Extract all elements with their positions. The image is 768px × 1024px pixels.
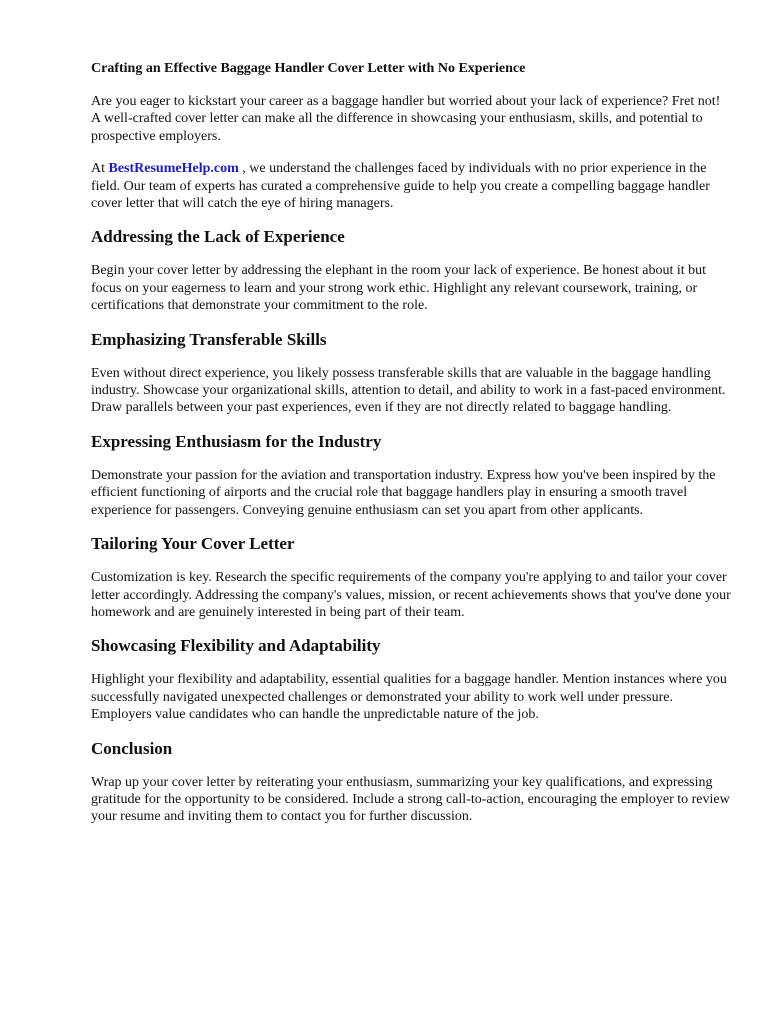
section-heading-lack-of-experience: Addressing the Lack of Experience <box>91 227 345 247</box>
section-heading-flexibility: Showcasing Flexibility and Adaptability <box>91 636 381 656</box>
section-heading-conclusion: Conclusion <box>91 738 173 758</box>
section-heading-enthusiasm: Expressing Enthusiasm for the Industry <box>91 431 382 451</box>
section-body-lack-of-experience: Begin your cover letter by addressing the elephant in the room your lack of experience. Be honest about it but focus on your eagerness to learn and your strong work ethic. Highlight any relevant coursework, training, or certifications that demonstrate your commitment to the role. <box>91 263 707 314</box>
section-body-conclusion: Wrap up your cover letter by reiterating your enthusiasm, summarizing your key qualifications, and expressing gratitude for the opportunity to be considered. Include a strong call-to-action, encouraging the employer to review your resume and inviting them to contact you for further discussion. <box>91 774 730 825</box>
bestresumehelp-link[interactable]: BestResumeHelp.com <box>108 161 239 177</box>
section-body-transferable-skills: Even without direct experience, you likely possess transferable skills that are valuable in the baggage handling industry. Showcase your organizational skills, attention to detail, and ability to work in a fast-paced environment. Draw parallels between your past experiences, even if they are not directly related to baggage handling. <box>91 365 726 416</box>
document-page <box>91 60 731 841</box>
site-paragraph-suffix: , we understand the challenges faced by individuals with no prior experience in the field. Our team of experts has curated a comprehensive guide to help you create a compelling baggage handler cover letter that will catch the eye of hiring managers. <box>91 161 710 212</box>
section-heading-tailoring: Tailoring Your Cover Letter <box>91 534 295 554</box>
section-body-flexibility: Highlight your flexibility and adaptability, essential qualities for a baggage handler. Mention instances where you successfully navigated unexpected challenges or demonstrated your ability to work well under pressure. Employers value candidates who can handle the unpredictable nature of the job. <box>91 672 727 723</box>
section-body-tailoring: Customization is key. Research the specific requirements of the company you're applying to and tailor your cover letter accordingly. Addressing the company's values, mission, or recent achievements shows that you've done your homework and are genuinely interested in being part of their team. <box>91 570 731 620</box>
site-paragraph-prefix: At <box>91 161 109 177</box>
site-paragraph <box>91 160 731 212</box>
section-heading-transferable-skills: Emphasizing Transferable Skills <box>91 329 327 349</box>
document-title: Crafting an Effective Baggage Handler Cover Letter with No Experience <box>91 61 526 76</box>
section-body-enthusiasm: Demonstrate your passion for the aviation and transportation industry. Express how you've been inspired by the efficient functioning of airports and the crucial role that baggage handlers play in ensuring a smooth travel experience for passengers. Conveying genuine enthusiasm can set you apart from other applicants. <box>91 467 716 518</box>
intro-paragraph: Are you eager to kickstart your career as a baggage handler but worried about your lack of experience? Fret not! A well-crafted cover letter can make all the difference in showcasing your enthusiasm, skills, and potential to prospective employers. <box>91 94 721 144</box>
